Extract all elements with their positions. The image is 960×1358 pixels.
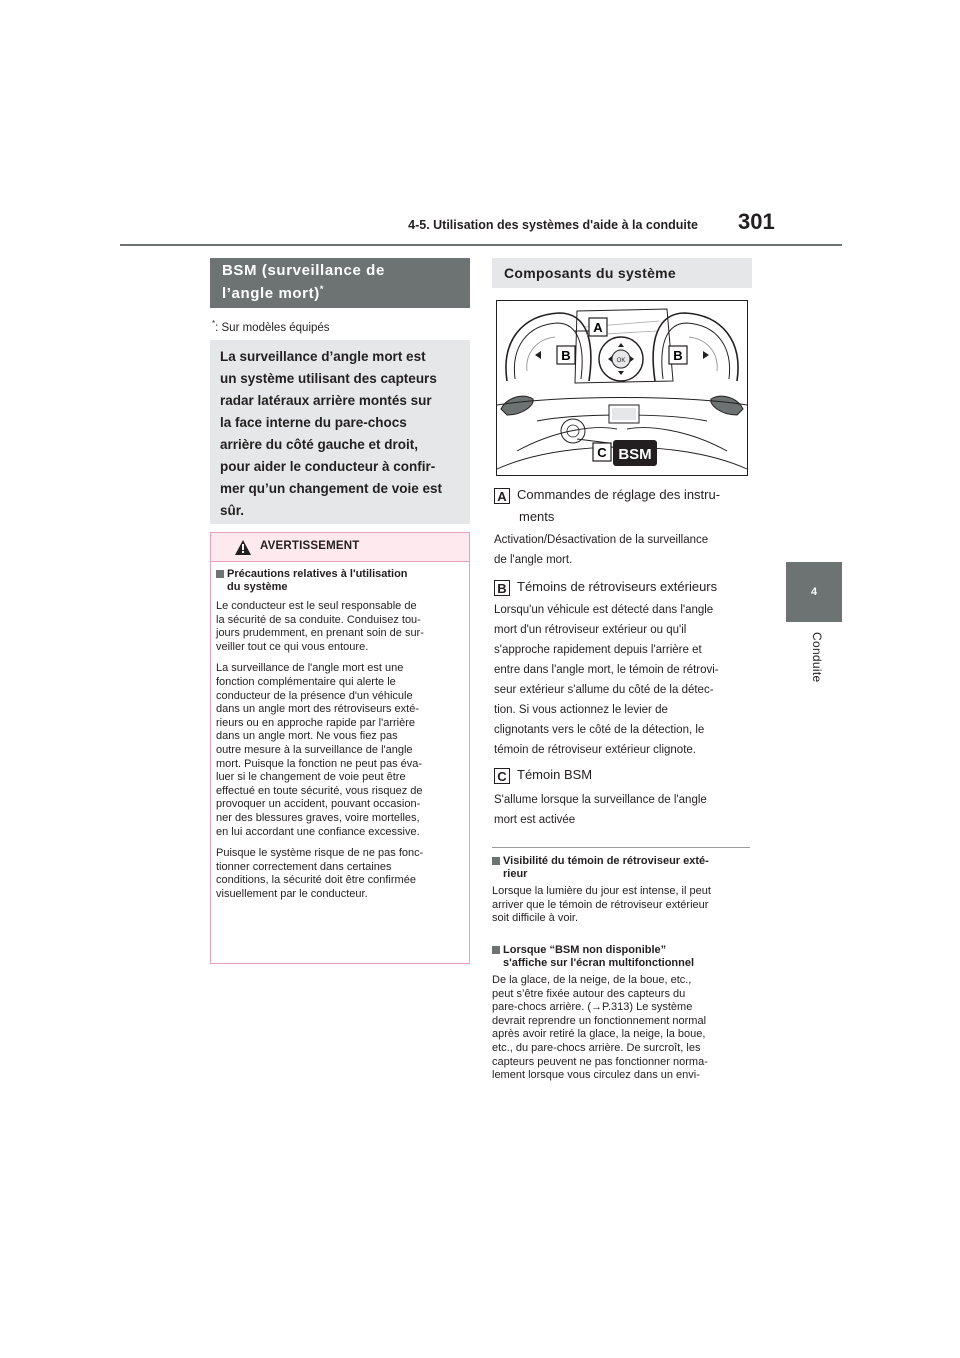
note-visibility [492, 855, 752, 926]
text-line: etc., du pare-chocs arrière. De surcroît, les [492, 1041, 701, 1054]
bullet-square-icon [216, 570, 224, 578]
text-line: mort. Puisque la fonction ne peut pas éva- [216, 757, 423, 770]
text-line: entre dans l'angle mort, le témoin de rétrovi- [494, 664, 719, 676]
summary-line: mer qu’un changement de voie est [220, 481, 443, 496]
bsm-title-line2: l’angle mort) [222, 285, 320, 302]
text-line: provoquer un accident, pouvant occasion- [216, 798, 421, 811]
text-line: Lorsqu'un véhicule est détecté dans l'angle [494, 604, 714, 616]
ok-button-label: OK [616, 358, 626, 364]
text-line: de l'angle mort. [494, 554, 573, 566]
text-line: arriver que le témoin de rétroviseur extérieur [492, 898, 709, 911]
warning-paragraph [216, 600, 463, 654]
warning-paragraph [216, 847, 463, 901]
text-line: conducteur de la présence d'un véhicule [216, 689, 413, 702]
text-line: en lui accordant une confiance excessive. [216, 825, 420, 838]
text-line: ments [519, 509, 555, 524]
text-line: mort est activée [494, 814, 576, 826]
text-line: devrait reprendre un fonctionnement normal [492, 1014, 707, 1027]
dashboard-illustration [496, 300, 748, 476]
item-c-letter: C [494, 768, 510, 784]
summary-line: arrière du côté gauche et droit, [220, 437, 419, 452]
footnote-text: : Sur modèles équipés [215, 321, 330, 334]
text-line: pare-chocs arrière. (→P.313) Le système [492, 1001, 693, 1014]
item-a-desc [494, 530, 752, 570]
figure-label-b-left: B [561, 348, 571, 363]
warning-paragraph [216, 662, 463, 839]
text-line: luer si le changement de voie peut être [216, 771, 406, 784]
chapter-label: Conduite [810, 632, 824, 683]
text-line: dans un angle mort des rétroviseurs exté- [216, 703, 419, 716]
warning-box [210, 532, 470, 964]
summary-line: sûr. [220, 503, 245, 518]
page-number: 301 [738, 209, 775, 234]
item-a-title [494, 484, 720, 528]
summary-line: La surveillance d’angle mort est [220, 349, 426, 364]
text-line: La surveillance de l'angle mort est une [216, 662, 404, 675]
note-heading [492, 855, 752, 881]
section-title: 4-5. Utilisation des systèmes d'aide à la conduite [408, 218, 698, 232]
warning-label: AVERTISSEMENT [260, 540, 360, 552]
warning-heading-line: Précautions relatives à l'utilisation [227, 568, 408, 580]
text-line: clignotants vers le côté de la détection, le [494, 724, 705, 736]
text-line: après avoir retiré la glace, la neige, la boue, [492, 1028, 706, 1041]
text-line: jours prudemment, en prenant soin de sur- [216, 627, 424, 640]
text-line: conditions, la sécurité doit être confirmée [216, 874, 416, 887]
components-header: Composants du système [492, 258, 752, 288]
text-line: Puisque le système risque de ne pas fonc- [216, 847, 424, 860]
bsm-indicator-text: BSM [618, 446, 652, 463]
summary-line: la face interne du pare-chocs [220, 415, 407, 430]
text-line: témoin de rétroviseur extérieur clignote. [494, 744, 696, 756]
text-line: capteurs peuvent ne pas fonctionner norma- [492, 1055, 708, 1068]
text-line: lement lorsque vous circulez dans un envi- [492, 1069, 700, 1082]
text-line: ner des blessures graves, voire mortelles, [216, 811, 420, 824]
notes-divider [492, 847, 750, 848]
header-rule [120, 244, 842, 246]
item-c-title [494, 764, 592, 786]
item-b-title [494, 576, 717, 598]
text-line: la sécurité de sa conduite. Conduisez tou- [216, 613, 421, 626]
warning-triangle-icon [235, 540, 251, 555]
bsm-title-mark: * [319, 284, 324, 294]
text-line: Témoins de rétroviseurs extérieurs [517, 579, 718, 594]
text-line: rieur [503, 868, 528, 880]
figure-label-a: A [593, 320, 603, 335]
summary-line: un système utilisant des capteurs [220, 371, 437, 386]
figure-label-b-right: B [673, 348, 683, 363]
warning-heading-line: du système [227, 581, 288, 593]
text-line: peut s’être fixée autour des capteurs du [492, 987, 686, 1000]
footnote [212, 319, 330, 334]
warning-heading [216, 568, 463, 594]
text-line: De la glace, de la neige, de la boue, etc., [492, 974, 692, 986]
note-heading [492, 944, 752, 970]
chapter-tab: 4 [786, 562, 842, 622]
bsm-title-line1: BSM (surveillance de [222, 262, 385, 279]
text-line: Lorsque “BSM non disponible” [503, 944, 667, 956]
item-b-letter: B [494, 580, 510, 596]
dashboard-drawing [497, 301, 747, 475]
text-line: tion. Si vous actionnez le levier de [494, 704, 668, 716]
text-line: s'affiche sur l'écran multifonctionnel [503, 957, 695, 969]
text-line: s'approche rapidement depuis l'arrière et [494, 644, 702, 656]
text-line: Visibilité du témoin de rétroviseur exté- [503, 855, 709, 867]
bullet-square-icon [492, 946, 500, 954]
item-c-desc [494, 790, 752, 830]
text-line: S'allume lorsque la surveillance de l'angle [494, 794, 707, 806]
text-line: outre mesure à la surveillance de l'angle [216, 743, 413, 756]
text-line: tionner correctement dans certaines [216, 860, 392, 873]
text-line: rieurs ou en approche rapide par l'arrière [216, 716, 415, 729]
bullet-square-icon [492, 857, 500, 865]
bsm-section-header [210, 258, 470, 308]
text-line: fonction complémentaire qui alerte le [216, 675, 396, 688]
footnote-mark: * [212, 319, 216, 328]
text-line: Lorsque la lumière du jour est intense, il peut [492, 885, 711, 897]
note-bsm-unavailable [492, 944, 752, 1083]
text-line: visuellement par le conducteur. [216, 887, 368, 900]
text-line: Commandes de réglage des instru- [517, 487, 721, 502]
figure-label-c: C [597, 445, 607, 460]
summary-line: pour aider le conducteur à confir- [220, 459, 436, 474]
text-line: Activation/Désactivation de la surveillance [494, 534, 709, 546]
text-line: effectué en toute sécurité, vous risquez de [216, 784, 423, 797]
text-line: dans un angle mort. Ne vous fiez pas [216, 730, 398, 743]
item-a-letter: A [494, 488, 510, 504]
warning-header [211, 533, 469, 562]
text-line: Le conducteur est le seul responsable de [216, 600, 417, 612]
summary-box [210, 340, 470, 524]
text-line: soit difficile à voir. [492, 912, 579, 925]
text-line: mort d'un rétroviseur extérieur ou qu'il [494, 624, 687, 636]
summary-line: radar latéraux arrière montés sur [220, 393, 432, 408]
warning-body [211, 562, 469, 901]
text-line: Témoin BSM [517, 767, 593, 782]
text-line: seur extérieur s'allume du côté de la détec- [494, 684, 714, 696]
text-line: veiller tout ce qui vous entoure. [216, 640, 369, 653]
item-b-desc [494, 600, 752, 760]
